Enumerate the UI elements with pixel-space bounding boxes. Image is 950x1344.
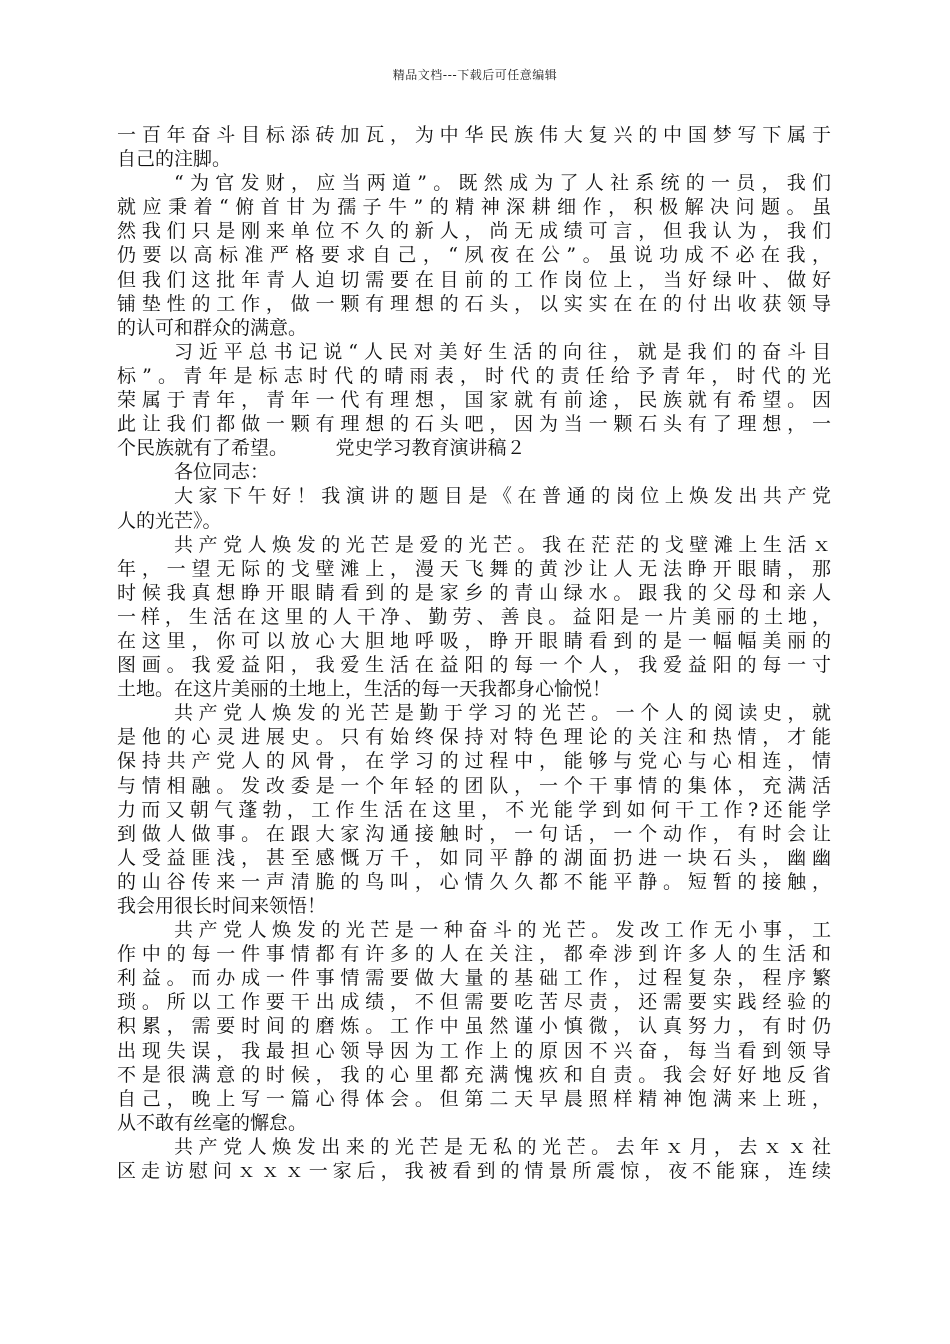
text-line: 自己的注脚。 (117, 148, 232, 171)
page-header: 精品文档---下载后可任意编辑 (392, 68, 558, 82)
text-line: 积累，需要时间的磨炼。工作中虽然谨小慎微，认真努力，有时仍 (117, 1015, 831, 1038)
text-line: 此让我们都做一颗有理想的石头吧，因为当一颗石头有了理想，一 (117, 413, 831, 436)
text-line: 一样，生活在这里的人干净、勤劳、善良。益阳是一片美丽的土地， (117, 605, 831, 628)
text-line: 土地。在这片美丽的土地上，生活的每一天我都身心愉悦！ (117, 678, 612, 701)
text-line: 就应秉着“俯首甘为孺子牛”的精神深耕细作，积极解决问题。虽 (117, 196, 831, 219)
text-line: 然我们只是刚来单位不久的新人，尚无成绩可言，但我认为，我们 (117, 220, 831, 243)
text-line: 共产党人焕发的光芒是一种奋斗的光芒。发改工作无小事，工 (174, 919, 831, 942)
text-line: “为官发财，应当两道”。既然成为了人社系统的一员，我们 (174, 172, 831, 195)
text-line: 人受益匪浅，甚至感慨万千，如同平静的湖面扔进一块石头，幽幽 (117, 846, 831, 869)
text-line: 仍要以高标准严格要求自己，“夙夜在公”。虽说功成不必在我， (117, 244, 831, 267)
text-line: 人的光芒》。 (117, 509, 222, 532)
text-line: 力而又朝气蓬勃，工作生活在这里，不光能学到如何干工作?还能学 (117, 798, 831, 821)
text-line: 与情相融。发改委是一个年轻的团队，一个干事情的集体，充满活 (117, 774, 831, 797)
text-line: 在这里，你可以放心大胆地呼吸，睁开眼睛看到的是一幅幅美丽的 (117, 629, 831, 652)
text-line: 从不敢有丝毫的懈怠。 (117, 1111, 308, 1134)
text-line: 的山谷传来一声清脆的鸟叫，心情久久都不能平静。短暂的接触， (117, 870, 831, 893)
text-line: 出现失误，我最担心领导因为工作上的原因不兴奋，每当看到领导 (117, 1039, 831, 1062)
text-line: 年，一望无际的戈壁滩上，漫天飞舞的黄沙让人无法睁开眼睛，那 (117, 557, 831, 580)
text-line: 共产党人焕发的光芒是勤于学习的光芒。一个人的阅读史，就 (174, 702, 831, 725)
text-line: 我会用很长时间来领悟！ (117, 895, 327, 917)
text-line: 个民族就有了希望。 党史学习教育演讲稿２ (117, 437, 526, 460)
text-line: 自己，晚上写一篇心得体会。但第二天早晨照样精神饱满来上班， (117, 1087, 831, 1110)
text-line: 铺垫性的工作，做一颗有理想的石头，以实实在在的付出收获领导 (117, 292, 831, 315)
text-line: 共产党人焕发的光芒是爱的光芒。我在茫茫的戈壁滩上生活ｘ (174, 533, 831, 556)
text-line: 琐。所以工作要干出成绩，不但需要吃苦尽责，还需要实践经验的 (117, 991, 831, 1014)
text-line: 共产党人焕发出来的光芒是无私的光芒。去年ｘ月，去ｘｘ社 (174, 1135, 831, 1158)
document-body (117, 123, 831, 1183)
text-line: 一百年奋斗目标添砖加瓦，为中华民族伟大复兴的中国梦写下属于 (117, 124, 831, 146)
text-line: 荣属于青年，青年一代有理想，国家就有前途，民族就有希望。因 (117, 389, 831, 412)
text-line: 是他的心灵进展史。只有始终保持对特色理论的关注和热情，才能 (117, 726, 831, 749)
text-line: 区走访慰问ｘｘｘ一家后，我被看到的情景所震惊，夜不能寐，连续 (117, 1160, 831, 1183)
text-line: 作中的每一件事情都有许多的人在关注，都牵涉到许多人的生活和 (117, 943, 831, 966)
text-line: 各位同志： (174, 461, 270, 484)
text-line: 但我们这批年青人迫切需要在目前的工作岗位上，当好绿叶、做好 (117, 268, 831, 291)
text-line: 不是很满意的时候，我的心里都充满愧疚和自责。我会好好地反省 (117, 1063, 831, 1086)
text-line: 时候我真想睁开眼睛看到的是家乡的青山绿水。跟我的父母和亲人 (117, 581, 831, 604)
text-line: 大家下午好！我演讲的题目是《在普通的岗位上焕发出共产党 (174, 485, 831, 508)
text-line: 习近平总书记说“人民对美好生活的向往，就是我们的奋斗目 (174, 340, 831, 363)
text-line: 图画。我爱益阳，我爱生活在益阳的每一个人，我爱益阳的每一寸 (117, 654, 831, 677)
text-line: 标”。青年是标志时代的晴雨表，时代的责任给予青年，时代的光 (117, 364, 831, 387)
text-line: 到做人做事。在跟大家沟通接触时，一句话，一个动作，有时会让 (117, 822, 831, 845)
text-line: 保持共产党人的风骨，在学习的过程中，能够与党心与心相连，情 (117, 750, 831, 773)
text-line: 的认可和群众的满意。 (117, 316, 308, 339)
text-line: 利益。而办成一件事情需要做大量的基础工作，过程复杂，程序繁 (117, 967, 831, 990)
